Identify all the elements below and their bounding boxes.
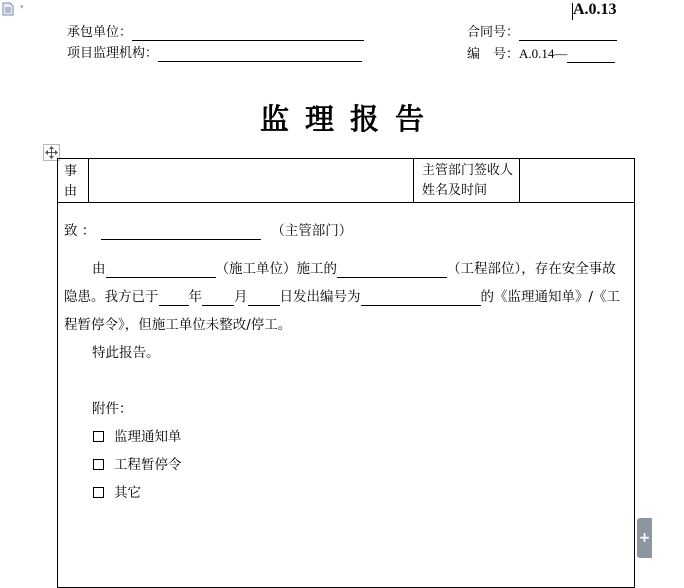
year-blank[interactable]	[159, 290, 189, 306]
document-icon[interactable]	[2, 2, 14, 16]
body-text: 年	[188, 289, 202, 305]
subject-cell[interactable]	[89, 159, 413, 202]
body-line-1	[92, 260, 616, 278]
attachments-label: 附件：	[92, 401, 133, 417]
col-divider	[413, 158, 414, 203]
sign-label: 主管部门签收人姓名及时间	[422, 163, 514, 198]
serial-label: 编 号：	[467, 47, 520, 62]
serial-blank[interactable]	[567, 49, 615, 63]
supervision-blank[interactable]	[158, 48, 362, 62]
contractor-label: 承包单位：	[67, 25, 133, 40]
body-line-2	[64, 288, 620, 306]
body-text: （施工单位）施工的	[215, 261, 337, 277]
supervision-label: 项目监理机构：	[67, 46, 159, 61]
row-divider	[57, 202, 635, 203]
form-code: A.0.13	[573, 1, 617, 18]
supervision-field	[67, 46, 362, 62]
body-text: 月	[234, 289, 248, 305]
contract-no-field	[467, 25, 617, 41]
notice-number-blank[interactable]	[361, 290, 481, 306]
expand-panel-button[interactable]: +	[637, 518, 652, 558]
serial-value: A.0.14—	[519, 46, 568, 61]
checkbox[interactable]	[93, 487, 104, 498]
subject-label: 事由	[64, 164, 78, 199]
attachment-item	[93, 456, 182, 474]
chevron-down-icon[interactable]: ▾	[20, 3, 24, 11]
contract-no-blank[interactable]	[519, 27, 617, 41]
attachment-label: 工程暂停令	[114, 457, 182, 473]
attachment-label: 其它	[114, 485, 141, 501]
body-text: （工程部位），存在安全事故	[447, 261, 616, 277]
attachment-item	[93, 428, 182, 446]
body-text: 隐患。我方已于	[64, 289, 159, 305]
to-suffix: （主管部门）	[271, 223, 353, 239]
closing-text: 特此报告。	[92, 345, 160, 361]
body-text: 的《监理通知单》/《工	[480, 289, 621, 305]
to-label: 致 ：	[64, 223, 96, 239]
sign-cell[interactable]	[520, 159, 634, 202]
page-title: 监理报告	[259, 102, 440, 136]
body-text: 由	[92, 261, 106, 277]
serial-field	[467, 46, 615, 63]
checkbox[interactable]	[93, 431, 104, 442]
contractor-unit-blank[interactable]	[106, 262, 216, 278]
body-text: 日发出编号为	[279, 289, 361, 305]
day-blank[interactable]	[248, 290, 280, 306]
attachment-item	[93, 484, 141, 502]
attachment-label: 监理通知单	[114, 429, 182, 445]
contractor-blank[interactable]	[132, 27, 364, 41]
work-part-blank[interactable]	[337, 262, 447, 278]
contractor-field	[67, 25, 364, 41]
department-blank[interactable]	[101, 224, 261, 240]
contract-no-label: 合同号：	[467, 25, 520, 40]
body-line-3: 程暂停令》，但施工单位未整改/停工。	[64, 317, 292, 333]
to-line	[64, 222, 352, 240]
checkbox[interactable]	[93, 459, 104, 470]
month-blank[interactable]	[202, 290, 234, 306]
